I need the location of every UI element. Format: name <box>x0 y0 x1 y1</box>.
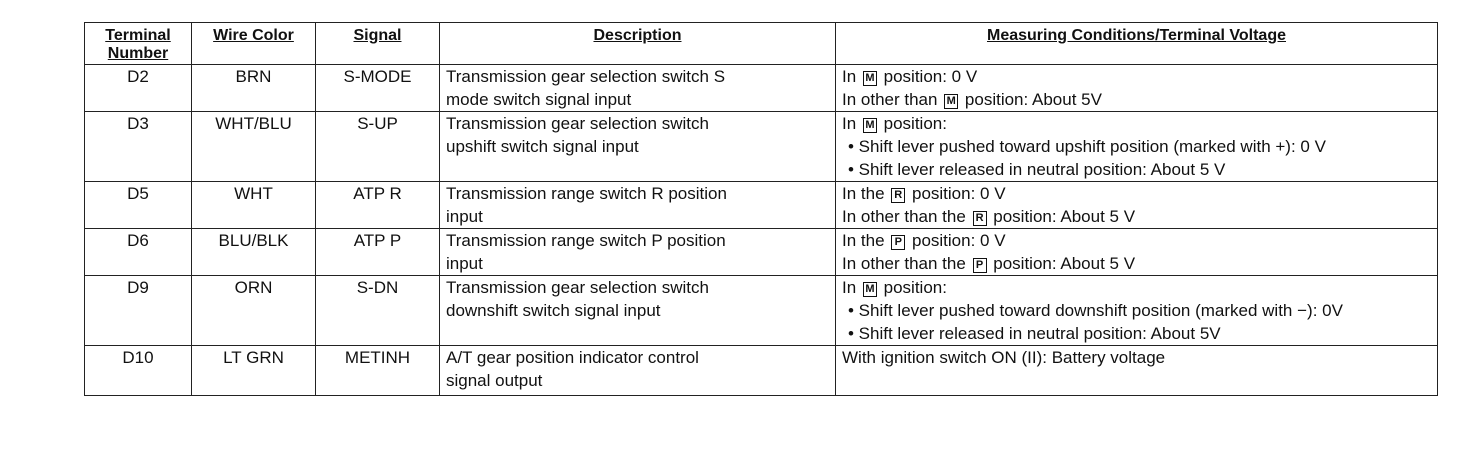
signal-cell: METINH <box>316 346 440 396</box>
description-cell <box>440 182 836 229</box>
condition-bullet: • Shift lever released in neutral position: About 5 V <box>848 160 1226 179</box>
condition-text: position: 0 V <box>878 67 978 86</box>
position-box-icon: M <box>863 282 877 297</box>
condition-line <box>842 205 1431 228</box>
description-line: input <box>446 207 483 226</box>
description-line: Transmission gear selection switch <box>446 114 709 133</box>
condition-line <box>842 182 1431 205</box>
conditions-cell <box>836 276 1438 346</box>
description-cell <box>440 65 836 112</box>
header-wire-color: Wire Color <box>192 23 316 65</box>
header-description: Description <box>440 23 836 65</box>
conditions-cell <box>836 229 1438 276</box>
wire-color-cell: LT GRN <box>192 346 316 396</box>
wire-color-cell: WHT <box>192 182 316 229</box>
condition-text: In <box>842 67 861 86</box>
description-cell <box>440 112 836 182</box>
header-signal: Signal <box>316 23 440 65</box>
condition-line <box>842 229 1431 252</box>
conditions-cell <box>836 182 1438 229</box>
condition-line <box>842 112 1431 135</box>
table-body <box>85 65 1438 396</box>
header-conditions: Measuring Conditions/Terminal Voltage <box>836 23 1438 65</box>
header-number-label: Number <box>107 45 169 62</box>
condition-text: position: About 5 V <box>988 207 1136 226</box>
terminal-cell: D3 <box>85 112 192 182</box>
condition-text: position: 0 V <box>907 231 1006 250</box>
condition-bullet: • Shift lever released in neutral position: About 5V <box>848 324 1221 343</box>
position-box-icon: M <box>863 71 877 86</box>
description-line: A/T gear position indicator control <box>446 348 699 367</box>
position-box-icon: R <box>891 188 905 203</box>
header-terminal-number <box>85 23 192 65</box>
position-box-icon: R <box>973 211 987 226</box>
description-line: Transmission gear selection switch <box>446 278 709 297</box>
condition-text: position: <box>878 278 947 297</box>
signal-cell: S-UP <box>316 112 440 182</box>
condition-text: In <box>842 114 861 133</box>
condition-line: With ignition switch ON (II): Battery voltage <box>842 348 1166 367</box>
wire-color-cell: BLU/BLK <box>192 229 316 276</box>
position-box-icon: M <box>863 118 877 133</box>
table-row <box>85 229 1438 276</box>
signal-cell: ATP P <box>316 229 440 276</box>
condition-text: position: <box>878 114 947 133</box>
wire-color-cell: WHT/BLU <box>192 112 316 182</box>
description-cell <box>440 229 836 276</box>
table-row <box>85 112 1438 182</box>
condition-text: In the <box>842 231 890 250</box>
condition-text: In other than the <box>842 207 971 226</box>
terminal-cell: D5 <box>85 182 192 229</box>
table-row <box>85 65 1438 112</box>
condition-line <box>842 276 1431 299</box>
condition-line <box>842 65 1431 88</box>
description-line: signal output <box>446 371 543 390</box>
description-line: Transmission gear selection switch S <box>446 67 726 86</box>
conditions-cell <box>836 65 1438 112</box>
condition-text: In other than <box>842 90 943 109</box>
table-row <box>85 276 1438 346</box>
description-cell <box>440 276 836 346</box>
description-cell <box>440 346 836 396</box>
condition-line <box>842 252 1431 275</box>
conditions-cell <box>836 112 1438 182</box>
condition-bullet: • Shift lever pushed toward upshift position (marked with +): 0 V <box>848 137 1326 156</box>
signal-cell: ATP R <box>316 182 440 229</box>
terminal-cell: D10 <box>85 346 192 396</box>
description-line: Transmission range switch R position <box>446 184 727 203</box>
description-line: downshift switch signal input <box>446 301 661 320</box>
table-row <box>85 182 1438 229</box>
signal-cell: S-DN <box>316 276 440 346</box>
condition-bullet: • Shift lever pushed toward downshift position (marked with −): 0V <box>848 301 1343 320</box>
terminal-cell: D6 <box>85 229 192 276</box>
description-line: input <box>446 254 483 273</box>
description-line: upshift switch signal input <box>446 137 639 156</box>
description-line: Transmission range switch P position <box>446 231 726 250</box>
description-line: mode switch signal input <box>446 90 632 109</box>
condition-text: In other than the <box>842 254 971 273</box>
condition-text: In <box>842 278 861 297</box>
position-box-icon: M <box>944 94 958 109</box>
condition-text: In the <box>842 184 890 203</box>
position-box-icon: P <box>973 258 987 273</box>
condition-line <box>842 88 1431 111</box>
position-box-icon: P <box>891 235 905 250</box>
condition-text: position: 0 V <box>907 184 1006 203</box>
conditions-cell <box>836 346 1438 396</box>
wire-color-cell: BRN <box>192 65 316 112</box>
terminal-voltage-table <box>84 22 1438 396</box>
condition-text: position: About 5 V <box>988 254 1136 273</box>
signal-cell: S-MODE <box>316 65 440 112</box>
table-row <box>85 346 1438 396</box>
terminal-cell: D9 <box>85 276 192 346</box>
wire-color-cell: ORN <box>192 276 316 346</box>
header-row <box>85 23 1438 65</box>
terminal-cell: D2 <box>85 65 192 112</box>
header-terminal-label: Terminal <box>105 27 171 44</box>
condition-text: position: About 5V <box>960 90 1102 109</box>
